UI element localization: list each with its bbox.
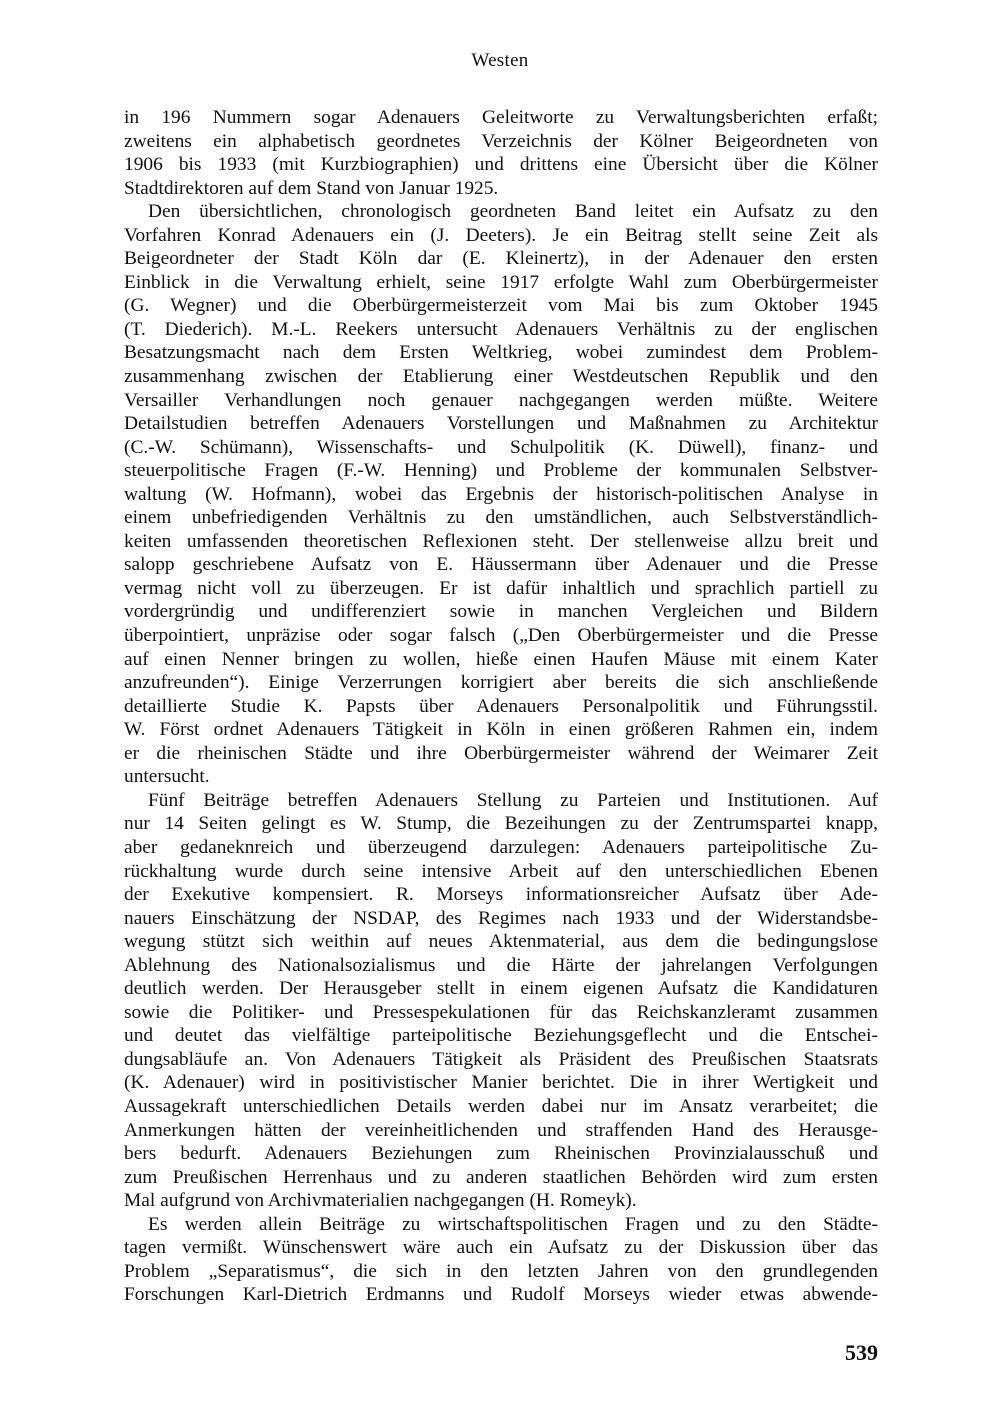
text-line: vermag nicht voll zu überzeugen. Er ist dafür inhaltlich und sprachlich partiell zu: [124, 577, 878, 599]
text-line: der Exekutive kompensiert. R. Morseys informationsreicher Aufsatz über Ade-: [124, 884, 878, 906]
body-text: [124, 106, 878, 1307]
text-line: Versailler Verhandlungen noch genauer nachgegangen werden müßte. Weitere: [124, 389, 878, 411]
text-line: zweitens ein alphabetisch geordnetes Verzeichnis der Kölner Beigeordneten von: [124, 130, 878, 152]
paragraph-end-line: Mal aufgrund von Archivmaterialien nachgegangen (H. Romeyk).: [124, 1190, 637, 1212]
text-line: zusammenhang zwischen der Etablierung einer Westdeutschen Republik und den: [124, 366, 878, 388]
text-line: anzufreunden“). Einige Verzerrungen korrigiert aber bereits die sich anschließende: [124, 672, 878, 694]
text-line: (G. Wegner) und die Oberbürgermeisterzeit vom Mai bis zum Oktober 1945: [124, 295, 878, 317]
text-line: zum Preußischen Herrenhaus und zu anderen staatlichen Behörden wird zum ersten: [124, 1166, 878, 1188]
text-line: (K. Adenauer) wird in positivistischer Manier berichtet. Die in ihrer Wertigkeit und: [124, 1072, 878, 1094]
text-line: er die rheinischen Städte und ihre Oberbürgermeister während der Weimarer Zeit: [124, 742, 878, 764]
text-line: sowie die Politiker- und Pressespekulationen für das Reichskanzleramt zusammen: [124, 1001, 878, 1023]
text-line: salopp geschriebene Aufsatz von E. Häussermann über Adenauer und die Presse: [124, 554, 878, 576]
text-line: detaillierte Studie K. Papsts über Adenauers Personalpolitik und Führungsstil.: [124, 695, 878, 717]
text-line: (T. Diederich). M.-L. Reekers untersucht Adenauers Verhältnis zu der englischen: [124, 318, 878, 340]
text-line: Besatzungsmacht nach dem Ersten Weltkrieg, wobei zumindest dem Problem-: [124, 342, 878, 364]
text-line: Aussagekraft unterschiedlichen Details werden dabei nur im Ansatz verarbeitet; die: [124, 1095, 878, 1117]
text-line: Forschungen Karl-Dietrich Erdmanns und Rudolf Morseys wieder etwas abwende-: [124, 1284, 878, 1306]
text-line: auf einen Nenner bringen zu wollen, hieße einen Haufen Mäuse mit einem Kater: [124, 648, 878, 670]
text-line: bers bedurft. Adenauers Beziehungen zum Rheinischen Provinzialausschuß und: [124, 1143, 878, 1165]
text-line: Ablehnung des Nationalsozialismus und die Härte der jahrelangen Verfolgungen: [124, 954, 878, 976]
text-line: vordergründig und undifferenziert sowie in manchen Vergleichen und Bildern: [124, 601, 878, 623]
text-line: (C.-W. Schümann), Wissenschafts- und Schulpolitik (K. Düwell), finanz- und: [124, 436, 878, 458]
text-line: 1906 bis 1933 (mit Kurzbiographien) und drittens eine Übersicht über die Kölner: [124, 154, 878, 176]
text-line: W. Först ordnet Adenauers Tätigkeit in Köln in einen größeren Rahmen ein, indem: [124, 719, 878, 741]
text-line: Vorfahren Konrad Adenauers ein (J. Deeters). Je ein Beitrag stellt seine Zeit als: [124, 224, 878, 246]
text-line: waltung (W. Hofmann), wobei das Ergebnis der historisch-politischen Analyse in: [124, 483, 878, 505]
paragraph-first-line: Es werden allein Beiträge zu wirtschaftspolitischen Fragen und zu den Städte-: [148, 1213, 878, 1235]
running-head-title: Westen: [471, 50, 529, 71]
text-line: Detailstudien betreffen Adenauers Vorstellungen und Maßnahmen zu Architektur: [124, 413, 878, 435]
text-line: nur 14 Seiten gelingt es W. Stump, die Bezeihungen zu der Zentrumspartei knapp,: [124, 813, 878, 835]
text-line: Anmerkungen hätten der vereinheitlichenden und straffenden Hand des Herausge-: [124, 1119, 878, 1141]
text-line: Beigeordneter der Stadt Köln dar (E. Kleinertz), in der Adenauer den ersten: [124, 248, 878, 270]
paragraph-first-line: Den übersichtlichen, chronologisch geordneten Band leitet ein Aufsatz zu den: [148, 201, 878, 223]
paragraph-first-line: Fünf Beiträge betreffen Adenauers Stellung zu Parteien und Institutionen. Auf: [148, 789, 878, 811]
text-line: Problem „Separatismus“, die sich in den letzten Jahren von den grundlegenden: [124, 1260, 878, 1282]
text-line: Einblick in die Verwaltung erhielt, seine 1917 erfolgte Wahl zum Oberbürgermeister: [124, 271, 878, 293]
text-line: aber gedaneknreich und überzeugend darzulegen: Adenauers parteipolitische Zu-: [124, 836, 878, 858]
text-line: überpointiert, unpräzise oder sogar falsch („Den Oberbürgermeister und die Presse: [124, 625, 878, 647]
text-line: nauers Einschätzung der NSDAP, des Regimes nach 1933 und der Widerstandsbe-: [124, 907, 878, 929]
text-line: rückhaltung wurde durch seine intensive Arbeit auf den unterschiedlichen Ebenen: [124, 860, 878, 882]
text-line: und deutet das vielfältige parteipolitische Beziehungsgeflecht und die Entschei-: [124, 1025, 878, 1047]
paragraph-end-line: Stadtdirektoren auf dem Stand von Januar 1925.: [124, 177, 499, 199]
text-line: einem unbefriedigenden Verhältnis zu den umständlichen, auch Selbstverständlich-: [124, 507, 878, 529]
paragraph-end-line: untersucht.: [124, 766, 210, 788]
text-line: deutlich werden. Der Herausgeber stellt in einem eigenen Aufsatz die Kandidaturen: [124, 978, 878, 1000]
text-line: in 196 Nummern sogar Adenauers Geleitworte zu Verwaltungsberichten erfaßt;: [124, 107, 878, 128]
text-line: tagen vermißt. Wünschenswert wäre auch ein Aufsatz zu der Diskussion über das: [124, 1237, 878, 1259]
text-line: wegung stützt sich weithin auf neues Aktenmaterial, aus dem die bedingungslose: [124, 931, 878, 953]
text-line: keiten umfassenden theoretischen Reflexionen steht. Der stellenweise allzu breit und: [124, 530, 878, 552]
page-number: 539: [845, 1340, 878, 1365]
text-line: steuerpolitische Fragen (F.-W. Henning) und Probleme der kommunalen Selbstver-: [124, 460, 878, 482]
text-line: dungsabläufe an. Von Adenauers Tätigkeit als Präsident des Preußischen Staatsrats: [124, 1048, 878, 1070]
